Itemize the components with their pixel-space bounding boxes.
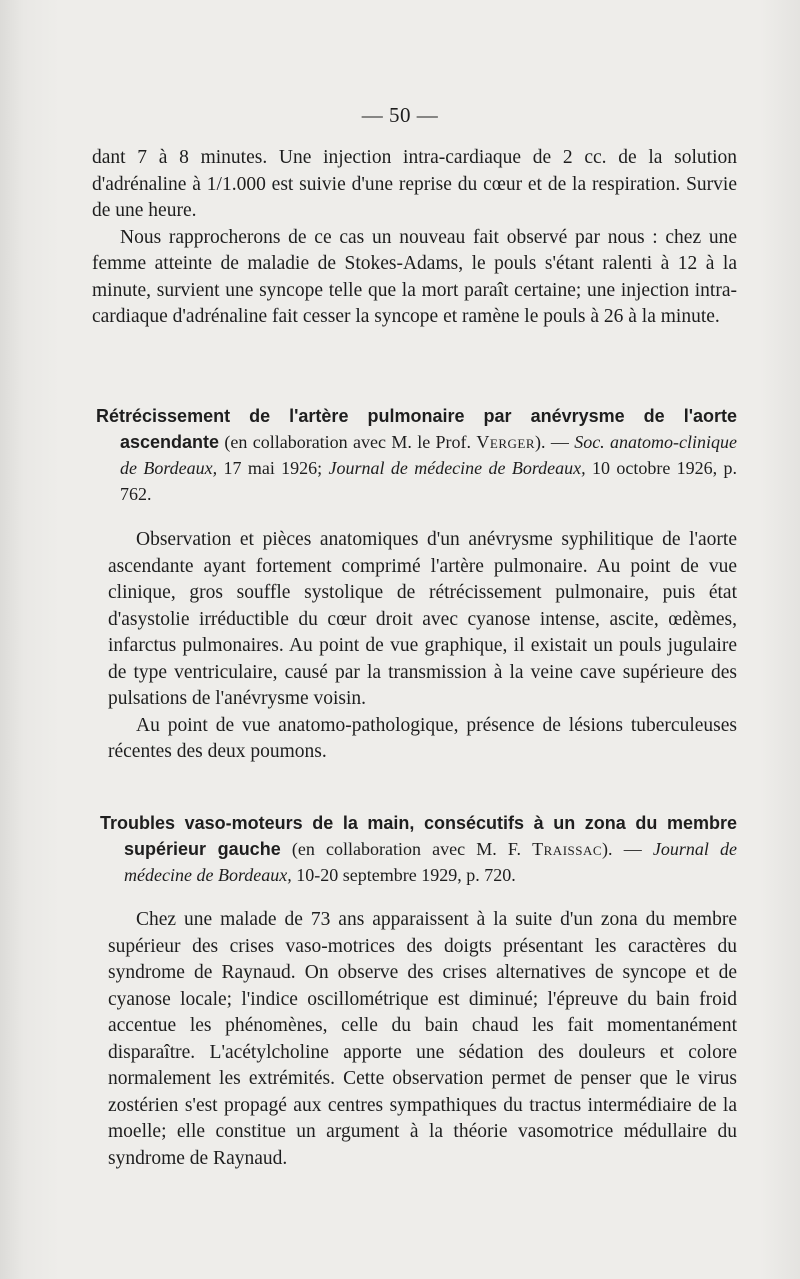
entry-2-body [108,907,737,1172]
entry-1-journal-1: Soc. anatomo-clinique de Bordeaux, [120,432,737,478]
entry-1-collab-suffix: ). — [535,432,575,452]
entry-1-paragraph-2: Au point de vue anatomo-pathologique, présence de lésions tuberculeuses récentes des deux poumons. [108,714,737,762]
entry-1-collab-prefix: (en collaboration avec M. le Prof. [219,432,477,452]
entry-2-collab-suffix: ). — [602,839,653,859]
intro-paragraph-2: Nous rapprocherons de ce cas un nouveau fait observé par nous : chez une femme atteinte de maladie de Stokes-Adams, le pouls s'étant ralenti à 12 à la minute, survient une syncope telle que la mort paraît certaine; une injection intra-cardiaque d'adrénaline fait cesser la syncope et ramène le pouls à 26 à la minute. [92,226,737,327]
intro-paragraph-1: dant 7 à 8 minutes. Une injection intra-cardiaque de 2 cc. de la solution d'adrénaline à 1/1.000 est suivie d'une reprise du cœur et de la respiration. Survie de une heure. [92,147,737,221]
entry-2-title: Troubles vaso-moteurs de la main, consécutifs à un zona du membre supérieur gauche [100,813,737,859]
entry-2-paragraph-1: Chez une malade de 73 ans apparaissent à la suite d'un zona du membre supérieur des crises vaso-motrices des doigts présentant les caractères du syndrome de Raynaud. On observe des crises alternatives de syncope et de cyanose locale; l'indice oscillométrique est diminué; l'épreuve du bain froid accentue les phénomènes, celle du bain chaud les fait momentanément disparaître. L'acétylcholine apporte une sédation des douleurs et colore normalement les extrémités. Cette observation permet de penser que le virus zostérien s'est propagé aux centres sympathiques du tractus intermédiaire de la moelle; elle constitue un argument à la théorie vasomotrice médullaire du syndrome de Raynaud. [108,909,737,1169]
entry-2-collab-prefix: (en collaboration avec M. F. [280,839,533,859]
entry-1-date-2: 10 octobre 1926, p. 762. [120,458,738,504]
entry-2-date-1: 10-20 septembre 1929, p. 720. [291,865,516,885]
entry-1-collaborator: Verger [476,432,535,452]
entry-1-body [108,527,737,766]
entry-1-journal-2: Journal de médecine de Bordeaux, [328,458,586,478]
intro-text [92,145,737,331]
entry-2-collaborator: Traissac [532,839,603,859]
bibliography-entry-2 [100,810,737,888]
entry-1-title: Rétrécissement de l'artère pulmonaire par anévrysme de l'aorte ascendante [96,406,737,452]
entry-1-date-1: 17 mai 1926; [217,458,329,478]
entry-2-journal-1: Journal de médecine de Bordeaux, [124,839,737,885]
page-number: — 50 — [361,103,439,127]
entry-1-paragraph-1: Observation et pièces anatomiques d'un anévrysme syphilitique de l'aorte ascendante ayant fortement comprimé l'artère pulmonaire. Au point de vue clinique, gros souffle systolique de rétrécissement pulmonaire, puis état d'asystolie irréductible du cœur droit avec cyanose intense, ascite, œdèmes, infarctus pulmonaires. Au point de vue graphique, il existait un pouls jugulaire de type ventriculaire, causé par la transmission à la veine cave supérieure des pulsations de l'anévrysme voisin. [108,529,737,709]
bibliography-entry-1 [96,403,737,507]
